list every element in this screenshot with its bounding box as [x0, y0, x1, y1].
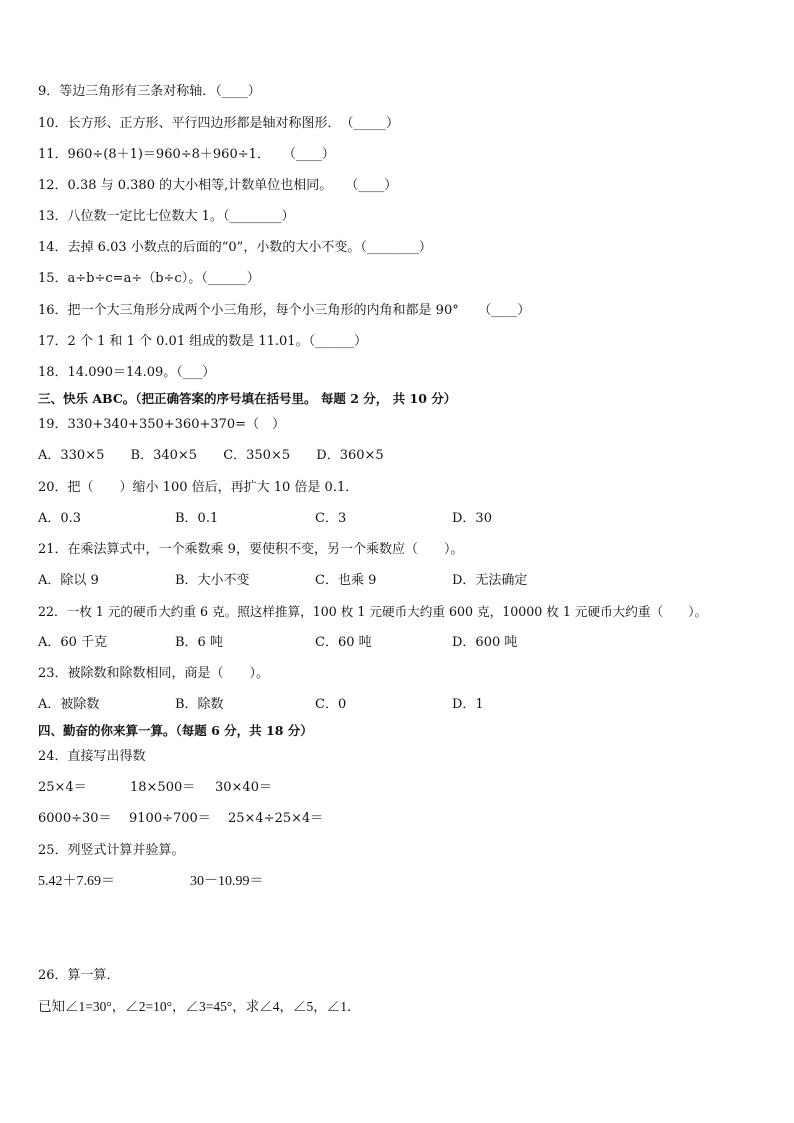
option-d: D．无法确定 [452, 573, 528, 588]
calc-item: 18×500＝ [130, 780, 196, 795]
question-17: 17．2 个 1 和 1 个 0.01 组成的数是 11.01。（______） [38, 334, 368, 349]
question-22: 22．一枚 1 元的硬币大约重 6 克。照这样推算，100 枚 1 元硬币大约重 600 克，10000 枚 1 元硬币大约重（ ）。 [38, 604, 708, 619]
question-16: 16．把一个大三角形分成两个小三角形，每个小三角形的内角和都是 90° （____） [38, 303, 531, 318]
question-19: 19．330+340+350+360+370=（ ） [38, 417, 286, 432]
question-21: 21．在乘法算式中，一个乘数乘 9，要使积不变，另一个乘数应（ ）。 [38, 542, 464, 557]
option-b: B．0.1 [175, 511, 219, 526]
option-b: B．340×5 [130, 448, 198, 463]
option-c: C．350×5 [223, 448, 291, 463]
calc-item: 25×4÷25×4＝ [228, 811, 324, 826]
question-26: 26．算一算． [38, 968, 120, 983]
calc-item: 5.42＋7.69＝ [38, 874, 115, 889]
option-d: D．600 吨 [452, 635, 518, 650]
question-14: 14．去掉 6.03 小数点的后面的“0”，小数的大小不变。（________） [38, 240, 432, 255]
question-9: 9．等边三角形有三条对称轴．（____） [38, 84, 261, 99]
question-13: 13．八位数一定比七位数大 1。（________） [38, 209, 295, 224]
option-b: B．6 吨 [175, 635, 223, 650]
option-a: A．被除数 [38, 697, 100, 712]
question-25: 25．列竖式计算并验算。 [38, 843, 185, 858]
option-c: C．3 [315, 511, 347, 526]
option-a: A．60 千克 [38, 635, 108, 650]
question-11: 11．960÷(8＋1)＝960÷8＋960÷1． （____） [38, 147, 335, 162]
option-d: D．30 [452, 511, 492, 526]
question-10: 10．长方形、正方形、平行四边形都是轴对称图形． （_____） [38, 116, 400, 131]
question-18: 18．14.090＝14.09。（___） [38, 365, 216, 380]
calc-item: 9100÷700＝ [129, 811, 211, 826]
option-b: B．大小不变 [175, 573, 250, 588]
option-d: D．360×5 [316, 448, 384, 463]
question-15: 15．a÷b÷c=a÷（b÷c）。（______） [38, 271, 260, 286]
calc-item: 6000÷30＝ [38, 811, 112, 826]
question-26-given: 已知∠1=30°，∠2=10°，∠3=45°，求∠4，∠5，∠1． [38, 999, 361, 1014]
option-a: A．0.3 [38, 511, 82, 526]
section-3-heading: 三、快乐 ABC。（把正确答案的序号填在括号里。 每题 2 分， 共 10 分） [38, 391, 457, 406]
question-12: 12．0.38 与 0.380 的大小相等,计数单位也相同。 （____） [38, 178, 398, 193]
question-24: 24．直接写出得数 [38, 749, 146, 764]
option-a: A．330×5 [38, 448, 105, 463]
calc-item: 25×4＝ [38, 780, 87, 795]
option-c: C．也乘 9 [315, 573, 377, 588]
question-20: 20．把（ ）缩小 100 倍后，再扩大 10 倍是 0.1． [38, 480, 359, 495]
calc-item: 30×40＝ [215, 780, 272, 795]
question-23: 23．被除数和除数相同，商是（ ）。 [38, 666, 270, 681]
option-c: C．60 吨 [315, 635, 372, 650]
option-a: A．除以 9 [38, 573, 99, 588]
question-19-options [38, 448, 384, 464]
option-d: D．1 [452, 697, 484, 712]
option-c: C．0 [315, 697, 347, 712]
calc-item: 30－10.99＝ [190, 874, 264, 889]
section-4-heading: 四、勤奋的你来算一算。（每题 6 分，共 18 分） [38, 723, 313, 738]
option-b: B．除数 [175, 697, 224, 712]
